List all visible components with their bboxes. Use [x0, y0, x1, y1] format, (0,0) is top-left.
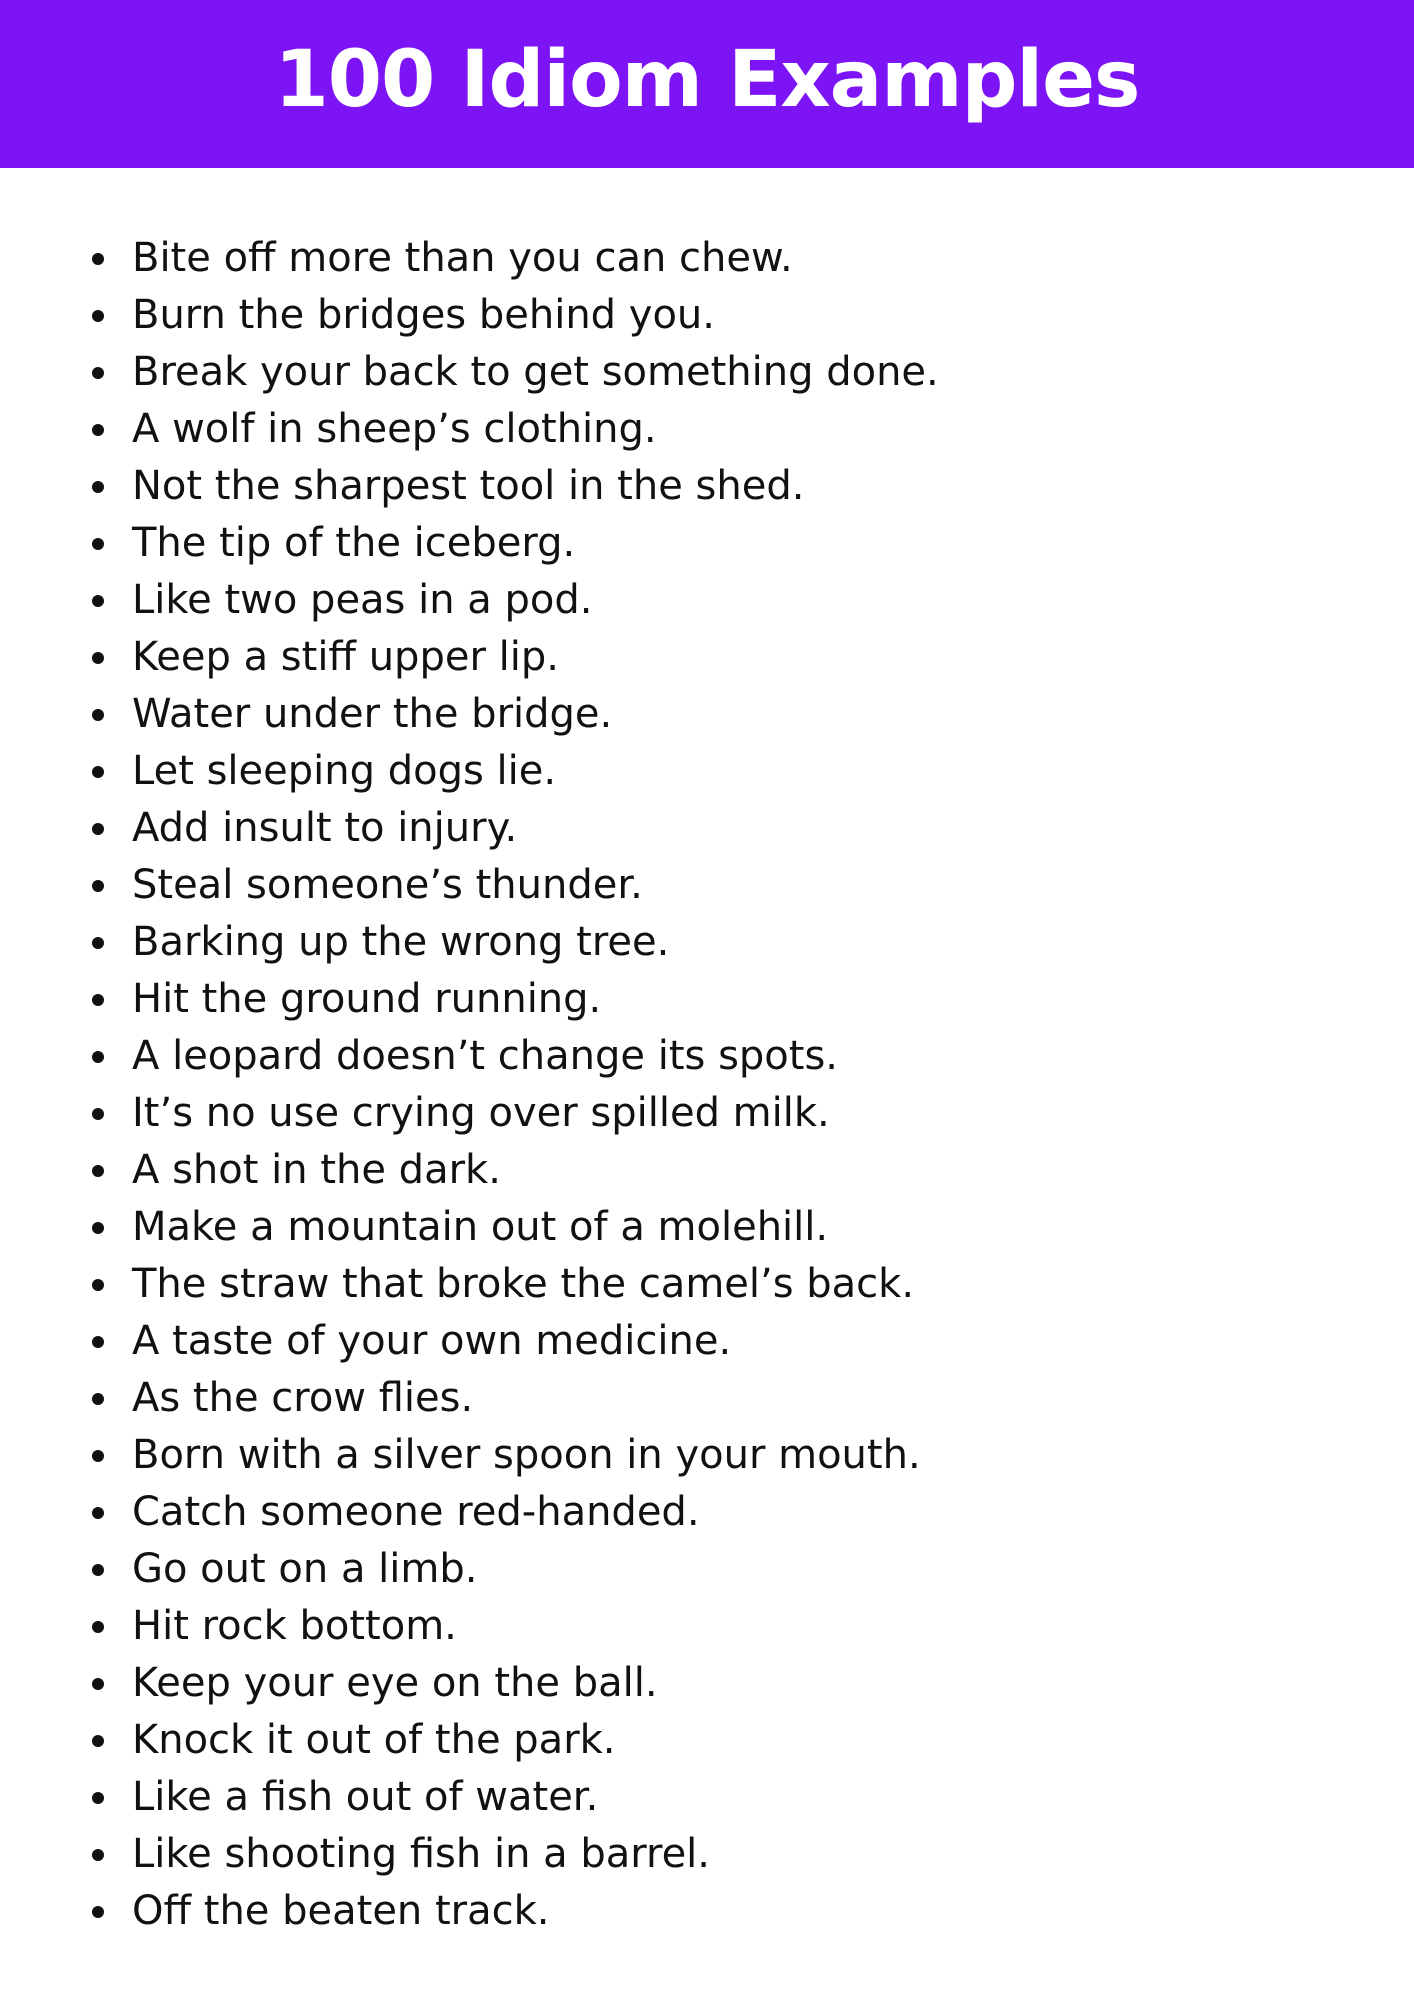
list-item: [92, 1427, 939, 1484]
bullet-icon: [92, 1792, 104, 1804]
list-item: [92, 1826, 939, 1883]
list-item: [92, 1712, 939, 1769]
bullet-icon: [92, 1336, 104, 1348]
list-item: [92, 1313, 939, 1370]
list-item: [92, 230, 939, 287]
idiom-text: Like a fish out of water.: [132, 1774, 599, 1820]
bullet-icon: [92, 1849, 104, 1861]
idiom-text: Hit rock bottom.: [132, 1603, 457, 1649]
idiom-text: Add insult to injury.: [132, 805, 518, 851]
idiom-text: Keep your eye on the ball.: [132, 1660, 658, 1706]
title-banner: [0, 0, 1414, 168]
list-item: [92, 1085, 939, 1142]
bullet-icon: [92, 1507, 104, 1519]
idiom-text: Barking up the wrong tree.: [132, 919, 670, 965]
idiom-text: Let sleeping dogs lie.: [132, 748, 557, 794]
idiom-text: Keep a stiff upper lip.: [132, 634, 559, 680]
idiom-text: Not the sharpest tool in the shed.: [132, 463, 805, 509]
list-item: [92, 971, 939, 1028]
list-item: [92, 1370, 939, 1427]
list-item: [92, 1883, 939, 1940]
bullet-icon: [92, 937, 104, 949]
bullet-icon: [92, 1165, 104, 1177]
list-item: [92, 1655, 939, 1712]
bullet-icon: [92, 595, 104, 607]
list-item: [92, 401, 939, 458]
bullet-icon: [92, 538, 104, 550]
list-item: [92, 1256, 939, 1313]
idiom-text: Make a mountain out of a molehill.: [132, 1204, 829, 1250]
list-item: [92, 914, 939, 971]
idiom-text: Off the beaten track.: [132, 1888, 550, 1934]
idiom-text: Steal someone’s thunder.: [132, 862, 643, 908]
list-item: [92, 1028, 939, 1085]
bullet-icon: [92, 481, 104, 493]
idiom-text: A shot in the dark.: [132, 1147, 501, 1193]
list-item: [92, 1598, 939, 1655]
list-item: [92, 629, 939, 686]
idiom-text: Water under the bridge.: [132, 691, 613, 737]
bullet-icon: [92, 1678, 104, 1690]
idiom-text: Catch someone red-handed.: [132, 1489, 700, 1535]
idiom-text: It’s no use crying over spilled milk.: [132, 1090, 830, 1136]
idiom-text: The tip of the iceberg.: [132, 520, 576, 566]
idiom-text: Hit the ground running.: [132, 976, 602, 1022]
bullet-icon: [92, 1564, 104, 1576]
bullet-icon: [92, 1450, 104, 1462]
bullet-icon: [92, 994, 104, 1006]
idiom-text: The straw that broke the camel’s back.: [132, 1261, 915, 1307]
bullet-icon: [92, 310, 104, 322]
bullet-icon: [92, 253, 104, 265]
list-item: [92, 1541, 939, 1598]
bullet-icon: [92, 1222, 104, 1234]
list-item: [92, 743, 939, 800]
list-item: [92, 800, 939, 857]
list-item: [92, 1484, 939, 1541]
idiom-text: As the crow flies.: [132, 1375, 474, 1421]
idiom-list: [92, 230, 939, 1940]
bullet-icon: [92, 1906, 104, 1918]
list-item: [92, 515, 939, 572]
list-item: [92, 1199, 939, 1256]
bullet-icon: [92, 709, 104, 721]
bullet-icon: [92, 880, 104, 892]
bullet-icon: [92, 424, 104, 436]
page-title: 100 Idiom Examples: [274, 35, 1140, 125]
idiom-text: Bite off more than you can chew.: [132, 235, 793, 281]
list-item: [92, 1142, 939, 1199]
idiom-text: Burn the bridges behind you.: [132, 292, 715, 338]
list-item: [92, 287, 939, 344]
idiom-text: Knock it out of the park.: [132, 1717, 616, 1763]
bullet-icon: [92, 1279, 104, 1291]
bullet-icon: [92, 766, 104, 778]
bullet-icon: [92, 823, 104, 835]
idiom-text: A wolf in sheep’s clothing.: [132, 406, 657, 452]
list-item: [92, 572, 939, 629]
list-item: [92, 344, 939, 401]
idiom-text: Break your back to get something done.: [132, 349, 939, 395]
bullet-icon: [92, 652, 104, 664]
bullet-icon: [92, 367, 104, 379]
idiom-text: Like two peas in a pod.: [132, 577, 593, 623]
list-item: [92, 686, 939, 743]
idiom-text: Go out on a limb.: [132, 1546, 478, 1592]
idiom-text: A leopard doesn’t change its spots.: [132, 1033, 839, 1079]
list-item: [92, 857, 939, 914]
list-item: [92, 458, 939, 515]
bullet-icon: [92, 1621, 104, 1633]
bullet-icon: [92, 1393, 104, 1405]
bullet-icon: [92, 1108, 104, 1120]
bullet-icon: [92, 1051, 104, 1063]
list-item: [92, 1769, 939, 1826]
bullet-icon: [92, 1735, 104, 1747]
idiom-text: Like shooting fish in a barrel.: [132, 1831, 711, 1877]
idiom-text: Born with a silver spoon in your mouth.: [132, 1432, 921, 1478]
idiom-text: A taste of your own medicine.: [132, 1318, 732, 1364]
